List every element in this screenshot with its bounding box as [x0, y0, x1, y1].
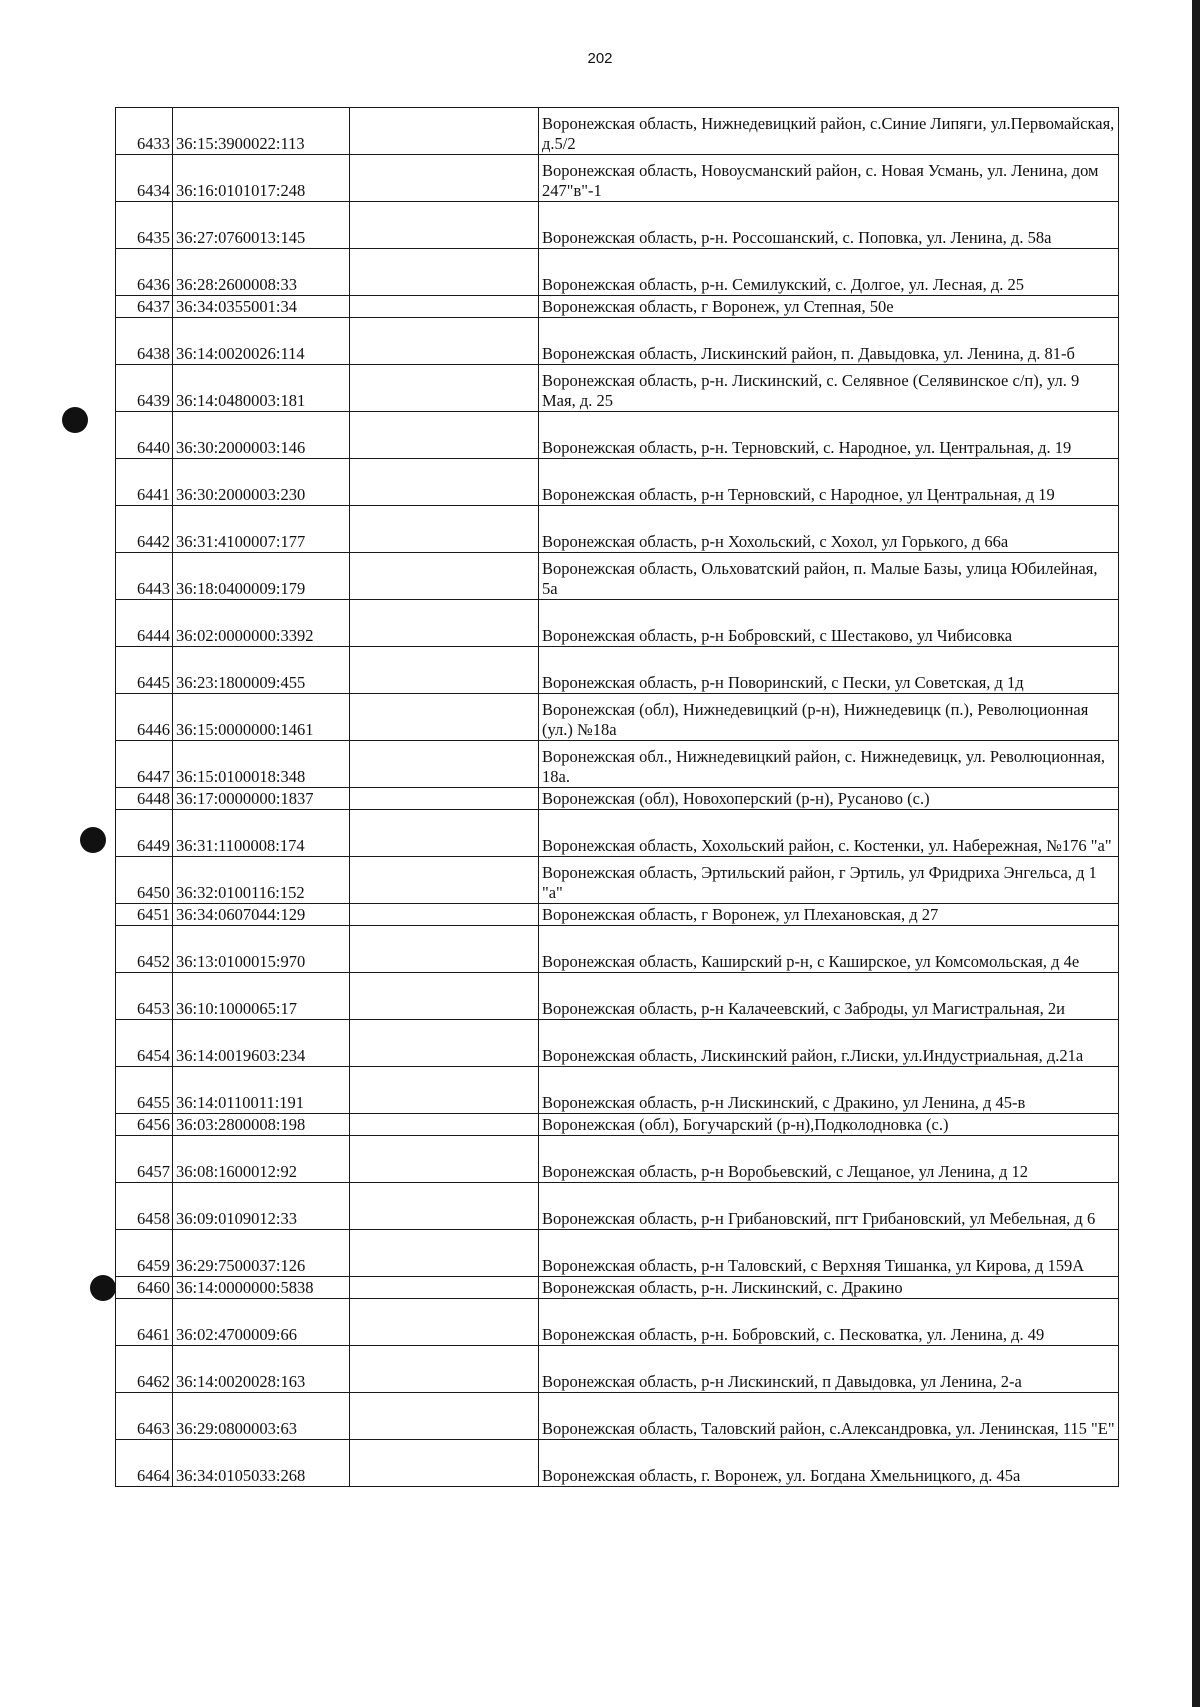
table-row	[116, 600, 1119, 647]
table-row	[116, 1230, 1119, 1277]
cadastral-number-cell: 36:14:0000000:5838	[173, 1277, 350, 1299]
empty-cell	[350, 1346, 539, 1393]
table-row	[116, 412, 1119, 459]
cadastral-number-cell: 36:14:0019603:234	[173, 1020, 350, 1067]
empty-cell	[350, 459, 539, 506]
empty-cell	[350, 1299, 539, 1346]
table-row	[116, 1136, 1119, 1183]
address-cell: Воронежская область, Эртильский район, г Эртиль, ул Фридриха Энгельса, д 1 "а"	[539, 857, 1119, 904]
row-number-cell: 6447	[116, 741, 173, 788]
address-cell: Воронежская область, р-н Терновский, с Народное, ул Центральная, д 19	[539, 459, 1119, 506]
cadastral-number-cell: 36:29:0800003:63	[173, 1393, 350, 1440]
cadastral-number-cell: 36:14:0110011:191	[173, 1067, 350, 1114]
empty-cell	[350, 365, 539, 412]
empty-cell	[350, 1067, 539, 1114]
cadastral-number-cell: 36:09:0109012:33	[173, 1183, 350, 1230]
punch-hole-mark	[62, 407, 88, 433]
address-cell: Воронежская область, р-н Лискинский, с Дракино, ул Ленина, д 45-в	[539, 1067, 1119, 1114]
address-cell: Воронежская область, р-н Хохольский, с Хохол, ул Горького, д 66а	[539, 506, 1119, 553]
address-cell: Воронежская область, р-н Бобровский, с Шестаково, ул Чибисовка	[539, 600, 1119, 647]
cadastral-number-cell: 36:14:0020028:163	[173, 1346, 350, 1393]
row-number-cell: 6439	[116, 365, 173, 412]
empty-cell	[350, 1393, 539, 1440]
table-row	[116, 904, 1119, 926]
empty-cell	[350, 318, 539, 365]
empty-cell	[350, 296, 539, 318]
empty-cell	[350, 249, 539, 296]
empty-cell	[350, 600, 539, 647]
row-number-cell: 6458	[116, 1183, 173, 1230]
row-number-cell: 6460	[116, 1277, 173, 1299]
row-number-cell: 6443	[116, 553, 173, 600]
address-cell: Воронежская область, р-н Поворинский, с Пески, ул Советская, д 1д	[539, 647, 1119, 694]
empty-cell	[350, 741, 539, 788]
cadastral-number-cell: 36:29:7500037:126	[173, 1230, 350, 1277]
table-row	[116, 365, 1119, 412]
cadastral-number-cell: 36:17:0000000:1837	[173, 788, 350, 810]
address-cell: Воронежская область, р-н Грибановский, пгт Грибановский, ул Мебельная, д 6	[539, 1183, 1119, 1230]
address-cell: Воронежская область, р-н Калачеевский, с Заброды, ул Магистральная, 2и	[539, 973, 1119, 1020]
cadastral-number-cell: 36:34:0355001:34	[173, 296, 350, 318]
cadastral-number-cell: 36:02:4700009:66	[173, 1299, 350, 1346]
address-cell: Воронежская область, р-н Воробьевский, с Лещаное, ул Ленина, д 12	[539, 1136, 1119, 1183]
address-cell: Воронежская область, Нижнедевицкий район, с.Синие Липяги, ул.Первомайская, д.5/2	[539, 108, 1119, 155]
cadastral-number-cell: 36:14:0480003:181	[173, 365, 350, 412]
table-row	[116, 553, 1119, 600]
cadastral-number-cell: 36:02:0000000:3392	[173, 600, 350, 647]
empty-cell	[350, 553, 539, 600]
row-number-cell: 6463	[116, 1393, 173, 1440]
cadastral-number-cell: 36:31:4100007:177	[173, 506, 350, 553]
cadastral-number-cell: 36:34:0607044:129	[173, 904, 350, 926]
table-row	[116, 1114, 1119, 1136]
row-number-cell: 6452	[116, 926, 173, 973]
table-row	[116, 1020, 1119, 1067]
empty-cell	[350, 155, 539, 202]
empty-cell	[350, 1020, 539, 1067]
table-row	[116, 202, 1119, 249]
table-row	[116, 1440, 1119, 1487]
address-cell: Воронежская обл., Нижнедевицкий район, с. Нижнедевицк, ул. Революционная, 18а.	[539, 741, 1119, 788]
row-number-cell: 6440	[116, 412, 173, 459]
address-cell: Воронежская область, г. Воронеж, ул. Богдана Хмельницкого, д. 45а	[539, 1440, 1119, 1487]
empty-cell	[350, 810, 539, 857]
address-cell: Воронежская область, Таловский район, с.Александровка, ул. Ленинская, 115 "Е"	[539, 1393, 1119, 1440]
table-row	[116, 1067, 1119, 1114]
row-number-cell: 6455	[116, 1067, 173, 1114]
address-cell: Воронежская область, г Воронеж, ул Степная, 50е	[539, 296, 1119, 318]
address-cell: Воронежская область, р-н. Лискинский, с. Дракино	[539, 1277, 1119, 1299]
table-row	[116, 108, 1119, 155]
cadastral-number-cell: 36:27:0760013:145	[173, 202, 350, 249]
row-number-cell: 6449	[116, 810, 173, 857]
cadastral-number-cell: 36:30:2000003:146	[173, 412, 350, 459]
table-row	[116, 318, 1119, 365]
empty-cell	[350, 412, 539, 459]
empty-cell	[350, 108, 539, 155]
row-number-cell: 6444	[116, 600, 173, 647]
table-row	[116, 1299, 1119, 1346]
address-cell: Воронежская область, р-н Лискинский, п Давыдовка, ул Ленина, 2-а	[539, 1346, 1119, 1393]
table-row	[116, 647, 1119, 694]
address-cell: Воронежская область, Хохольский район, с. Костенки, ул. Набережная, №176 "а"	[539, 810, 1119, 857]
address-cell: Воронежская область, Каширский р-н, с Каширское, ул Комсомольская, д 4е	[539, 926, 1119, 973]
empty-cell	[350, 1114, 539, 1136]
table-row	[116, 1346, 1119, 1393]
table-row	[116, 810, 1119, 857]
table-row	[116, 741, 1119, 788]
table-row	[116, 459, 1119, 506]
row-number-cell: 6445	[116, 647, 173, 694]
table-row	[116, 857, 1119, 904]
row-number-cell: 6464	[116, 1440, 173, 1487]
empty-cell	[350, 1136, 539, 1183]
punch-hole-mark	[90, 1275, 116, 1301]
row-number-cell: 6442	[116, 506, 173, 553]
cadastral-number-cell: 36:30:2000003:230	[173, 459, 350, 506]
table-row	[116, 788, 1119, 810]
row-number-cell: 6435	[116, 202, 173, 249]
address-cell: Воронежская область, р-н. Бобровский, с. Песковатка, ул. Ленина, д. 49	[539, 1299, 1119, 1346]
table-row	[116, 155, 1119, 202]
table-row	[116, 249, 1119, 296]
cadastral-number-cell: 36:18:0400009:179	[173, 553, 350, 600]
cadastral-number-cell: 36:16:0101017:248	[173, 155, 350, 202]
address-cell: Воронежская область, р-н. Терновский, с. Народное, ул. Центральная, д. 19	[539, 412, 1119, 459]
row-number-cell: 6438	[116, 318, 173, 365]
cadastral-number-cell: 36:15:3900022:113	[173, 108, 350, 155]
empty-cell	[350, 1277, 539, 1299]
empty-cell	[350, 973, 539, 1020]
cadastral-number-cell: 36:08:1600012:92	[173, 1136, 350, 1183]
cadastral-number-cell: 36:13:0100015:970	[173, 926, 350, 973]
row-number-cell: 6436	[116, 249, 173, 296]
table-row	[116, 1183, 1119, 1230]
address-cell: Воронежская (обл), Новохоперский (р-н), Русаново (с.)	[539, 788, 1119, 810]
empty-cell	[350, 857, 539, 904]
address-cell: Воронежская (обл), Нижнедевицкий (р-н), Нижнедевицк (п.), Революционная (ул.) №18а	[539, 694, 1119, 741]
table-row	[116, 926, 1119, 973]
address-cell: Воронежская область, г Воронеж, ул Плехановская, д 27	[539, 904, 1119, 926]
cadastral-number-cell: 36:03:2800008:198	[173, 1114, 350, 1136]
table-row	[116, 973, 1119, 1020]
address-cell: Воронежская область, Лискинский район, п. Давыдовка, ул. Ленина, д. 81-б	[539, 318, 1119, 365]
empty-cell	[350, 926, 539, 973]
registry-table-body	[116, 108, 1119, 1487]
address-cell: Воронежская область, р-н. Лискинский, с. Селявное (Селявинское с/п), ул. 9 Мая, д. 25	[539, 365, 1119, 412]
empty-cell	[350, 788, 539, 810]
empty-cell	[350, 1440, 539, 1487]
table-row	[116, 1277, 1119, 1299]
empty-cell	[350, 647, 539, 694]
cadastral-number-cell: 36:14:0020026:114	[173, 318, 350, 365]
table-row	[116, 506, 1119, 553]
address-cell: Воронежская область, р-н. Россошанский, с. Поповка, ул. Ленина, д. 58а	[539, 202, 1119, 249]
empty-cell	[350, 904, 539, 926]
cadastral-number-cell: 36:28:2600008:33	[173, 249, 350, 296]
row-number-cell: 6456	[116, 1114, 173, 1136]
cadastral-number-cell: 36:10:1000065:17	[173, 973, 350, 1020]
row-number-cell: 6462	[116, 1346, 173, 1393]
cadastral-number-cell: 36:31:1100008:174	[173, 810, 350, 857]
cadastral-number-cell: 36:32:0100116:152	[173, 857, 350, 904]
row-number-cell: 6446	[116, 694, 173, 741]
empty-cell	[350, 506, 539, 553]
cadastral-number-cell: 36:23:1800009:455	[173, 647, 350, 694]
address-cell: Воронежская область, Лискинский район, г.Лиски, ул.Индустриальная, д.21а	[539, 1020, 1119, 1067]
cadastral-number-cell: 36:15:0100018:348	[173, 741, 350, 788]
row-number-cell: 6437	[116, 296, 173, 318]
row-number-cell: 6451	[116, 904, 173, 926]
page-number: 202	[587, 50, 613, 67]
table-row	[116, 694, 1119, 741]
address-cell: Воронежская область, р-н Таловский, с Верхняя Тишанка, ул Кирова, д 159А	[539, 1230, 1119, 1277]
row-number-cell: 6457	[116, 1136, 173, 1183]
address-cell: Воронежская (обл), Богучарский (р-н),Подколодновка (с.)	[539, 1114, 1119, 1136]
row-number-cell: 6454	[116, 1020, 173, 1067]
page-edge	[1192, 0, 1200, 1707]
row-number-cell: 6459	[116, 1230, 173, 1277]
cadastral-number-cell: 36:34:0105033:268	[173, 1440, 350, 1487]
row-number-cell: 6441	[116, 459, 173, 506]
empty-cell	[350, 1183, 539, 1230]
row-number-cell: 6450	[116, 857, 173, 904]
row-number-cell: 6433	[116, 108, 173, 155]
row-number-cell: 6461	[116, 1299, 173, 1346]
row-number-cell: 6448	[116, 788, 173, 810]
registry-table	[115, 107, 1119, 1487]
address-cell: Воронежская область, Новоусманский район, с. Новая Усмань, ул. Ленина, дом 247"в"-1	[539, 155, 1119, 202]
row-number-cell: 6434	[116, 155, 173, 202]
row-number-cell: 6453	[116, 973, 173, 1020]
empty-cell	[350, 1230, 539, 1277]
cadastral-number-cell: 36:15:0000000:1461	[173, 694, 350, 741]
punch-hole-mark	[80, 827, 106, 853]
table-row	[116, 1393, 1119, 1440]
table-row	[116, 296, 1119, 318]
empty-cell	[350, 694, 539, 741]
address-cell: Воронежская область, р-н. Семилукский, с. Долгое, ул. Лесная, д. 25	[539, 249, 1119, 296]
empty-cell	[350, 202, 539, 249]
address-cell: Воронежская область, Ольховатский район, п. Малые Базы, улица Юбилейная, 5а	[539, 553, 1119, 600]
